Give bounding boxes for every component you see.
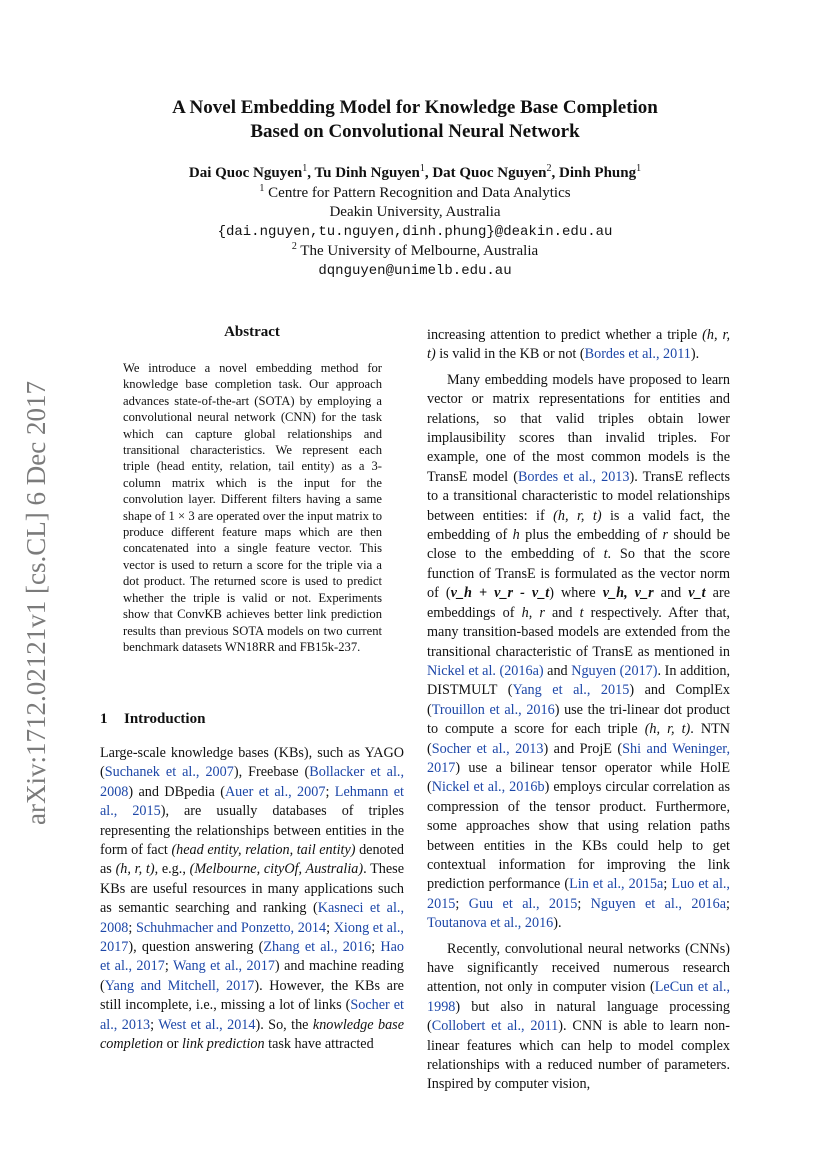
author-block	[100, 164, 730, 282]
author-4: Dinh Phung	[558, 165, 637, 181]
affiliation-1: $^1$ Centre for Pattern Recognition and Data Analytics	[259, 182, 571, 201]
math-expression: v_h, v_r	[602, 585, 654, 602]
citation-link[interactable]: Nickel et al. (2016a)	[427, 662, 544, 679]
math-expression: v_t	[688, 585, 706, 602]
affiliation-2: $^2$ The University of Melbourne, Australia	[291, 241, 539, 260]
citation-link[interactable]: Guu et al., 2015	[468, 895, 578, 912]
title-line-2: Based on Convolutional Neural Network	[250, 121, 580, 142]
citation-link[interactable]: Shi and Weninger, 2017	[427, 740, 730, 776]
citation-link[interactable]: Socher et al., 2013	[431, 740, 544, 757]
citation-link[interactable]: Bordes et al., 2013	[517, 468, 630, 485]
email-1: {dai.nguyen,tu.nguyen,dinh.phung}@deakin.edu.au	[217, 223, 613, 240]
citation-link[interactable]: Hao et al., 2017	[100, 939, 404, 975]
citation-link[interactable]: Nguyen (2017)	[571, 662, 658, 679]
citation-link[interactable]: Xiong et al., 2017	[100, 919, 404, 956]
abstract-text: We introduce a novel embedding method for knowledge base completion task. Our approach advances state-of-the-art (SOTA) by employing a convolutional neural network (CNN) for the task which can capture global relationships and transitional characteristics. We represent each triple (head entity, relation, tail entity) as a 3-column matrix which is the input for the convolution layer. Different filters having a same shape of 1 × 3 are operated over the input matrix to produce different feature maps which are then concatenated into a single feature vector. This vector is used to return a score for the triple via a dot product. The returned score is used to predict whether the triple is valid or not. Experiments show that ConvKB achieves better link prediction results than previous SOTA models on two current benchmark datasets WN18RR and FB15k-237.	[123, 361, 382, 654]
citation-link[interactable]: Bordes et al., 2011	[584, 346, 691, 363]
citation-link[interactable]: Auer et al., 2007	[224, 783, 326, 800]
author-2: Tu Dinh Nguyen	[314, 165, 420, 181]
author-names: Dai Quoc Nguyen$^1$, Tu Dinh Nguyen$^1$, Dat Quoc Nguyen$^2$, Dinh Phung$^1$	[188, 163, 642, 181]
citation-link[interactable]: Lehmann et al., 2015	[100, 783, 404, 820]
citation-link[interactable]: Schuhmacher and Ponzetto, 2014	[135, 919, 327, 936]
section-title: Introduction	[124, 711, 206, 727]
citation-link[interactable]: Socher et al., 2013	[100, 997, 405, 1033]
citation-link[interactable]: LeCun et al., 1998	[427, 979, 730, 1015]
right-column	[427, 326, 730, 1095]
citation-link[interactable]: Toutanova et al., 2016	[427, 915, 554, 932]
math-expression: v_h + v_r - v_t	[450, 585, 550, 602]
arxiv-identifier: arXiv:1712.02121v1 [cs.CL] 6 Dec 2017	[21, 381, 51, 825]
citation-link[interactable]: Bollacker et al., 2008	[100, 764, 404, 800]
citation-link[interactable]: Collobert et al., 2011	[431, 1018, 559, 1035]
citation-link[interactable]: Suchanek et al., 2007	[104, 764, 234, 781]
paper-title	[100, 96, 730, 144]
right-paragraph-1: increasing attention to predict whether a triple (h, r, t) is valid in the KB or not (Bordes et al., 2011).	[427, 327, 730, 363]
title-line-1: A Novel Embedding Model for Knowledge Base Completion	[172, 97, 658, 118]
author-3: Dat Quoc Nguyen	[432, 165, 547, 181]
citation-link[interactable]: Yang and Mitchell, 2017	[104, 977, 255, 994]
citation-link[interactable]: Trouillon et al., 2016	[431, 701, 555, 718]
citation-link[interactable]: Zhang et al., 2016	[263, 939, 372, 956]
arxiv-side-stamp	[16, 368, 56, 838]
abstract-heading: Abstract	[224, 324, 280, 340]
email-2: dqnguyen@unimelb.edu.au	[318, 262, 512, 279]
affiliation-1-place: Deakin University, Australia	[329, 204, 501, 221]
author-1: Dai Quoc Nguyen	[188, 165, 303, 181]
citation-link[interactable]: Lin et al., 2015a	[569, 876, 664, 893]
section-number: 1	[100, 711, 108, 727]
citation-link[interactable]: Kasneci et al., 2008	[100, 900, 405, 936]
right-paragraph-3: Recently, convolutional neural networks (CNNs) have significantly received numerous research attention, not only in computer vision (LeCun et al., 1998) but also in natural language processing (Collobert et al., 2011). CNN is able to learn non-linear features which can help to model complex relationships with a reduced number of parameters. Inspired by computer vision,	[427, 940, 731, 1093]
section-heading-introduction	[100, 711, 205, 728]
citation-link[interactable]: Luo et al., 2015	[427, 876, 730, 912]
citation-link[interactable]: West et al., 2014	[158, 1016, 256, 1033]
citation-link[interactable]: Nguyen et al., 2016a	[590, 895, 727, 912]
citation-link[interactable]: Wang et al., 2017	[172, 958, 275, 975]
citation-link[interactable]: Yang et al., 2015	[512, 682, 630, 699]
intro-paragraph-left: Large-scale knowledge bases (KBs), such as YAGO (Suchanek et al., 2007), Freebase (Bollacker et al., 2008) and DBpedia (Auer et al., 2007; Lehmann et al., 2015), are usually databases of triples representing the relationships between entities in the form of fact (head entity, relation, tail entity) denoted as (h, r, t), e.g., (Melbourne, cityOf, Australia). These KBs are useful resources in many applications such as semantic searching and ranking (Kasneci et al., 2008; Schuhmacher and Ponzetto, 2014; Xiong et al., 2017), question answering (Zhang et al., 2016; Hao et al., 2017; Wang et al., 2017) and machine reading (Yang and Mitchell, 2017). However, the KBs are still incomplete, i.e., missing a lot of links (Socher et al., 2013; West et al., 2014). So, the knowledge base completion or link prediction task have attracted	[100, 745, 405, 1053]
citation-link[interactable]: Nickel et al., 2016b	[431, 779, 545, 796]
right-paragraph-2: Many embedding models have proposed to learn vector or matrix representations for entities and relations, so that valid triples obtain lower implausibility scores than invalid triples. For example, one of the most common models is the TransE model (Bordes et al., 2013). TransE reflects to a transitional characteristic to model relationships between entities: if (h, r, t) is a valid fact, the embedding of h plus the embedding of r should be close to the embedding of t. So that the score function of TransE is formulated as the vector norm of (v_h + v_r - v_t) where v_h, v_r and v_t are embeddings of h, r and t respectively. After that, many transition-based models are extended from the transitional characteristic of TransE as mentioned in Nickel et al. (2016a) and Nguyen (2017). In addition, DISTMULT (Yang et al., 2015) and ComplEx (Trouillon et al., 2016) use the tri-linear dot product to compute a score for each triple (h, r, t). NTN (Socher et al., 2013) and ProjE (Shi and Weninger, 2017) use a bilinear tensor operator while HolE (Nickel et al., 2016b) employs circular correlation as compression of the tensor product. Furthermore, some approaches show that using relation paths between entities in the KBs could help to get contextual information for improving the link prediction performance (Lin et al., 2015a; Luo et al., 2015; Guu et al., 2015; Nguyen et al., 2016a; Toutanova et al., 2016).	[427, 371, 731, 932]
